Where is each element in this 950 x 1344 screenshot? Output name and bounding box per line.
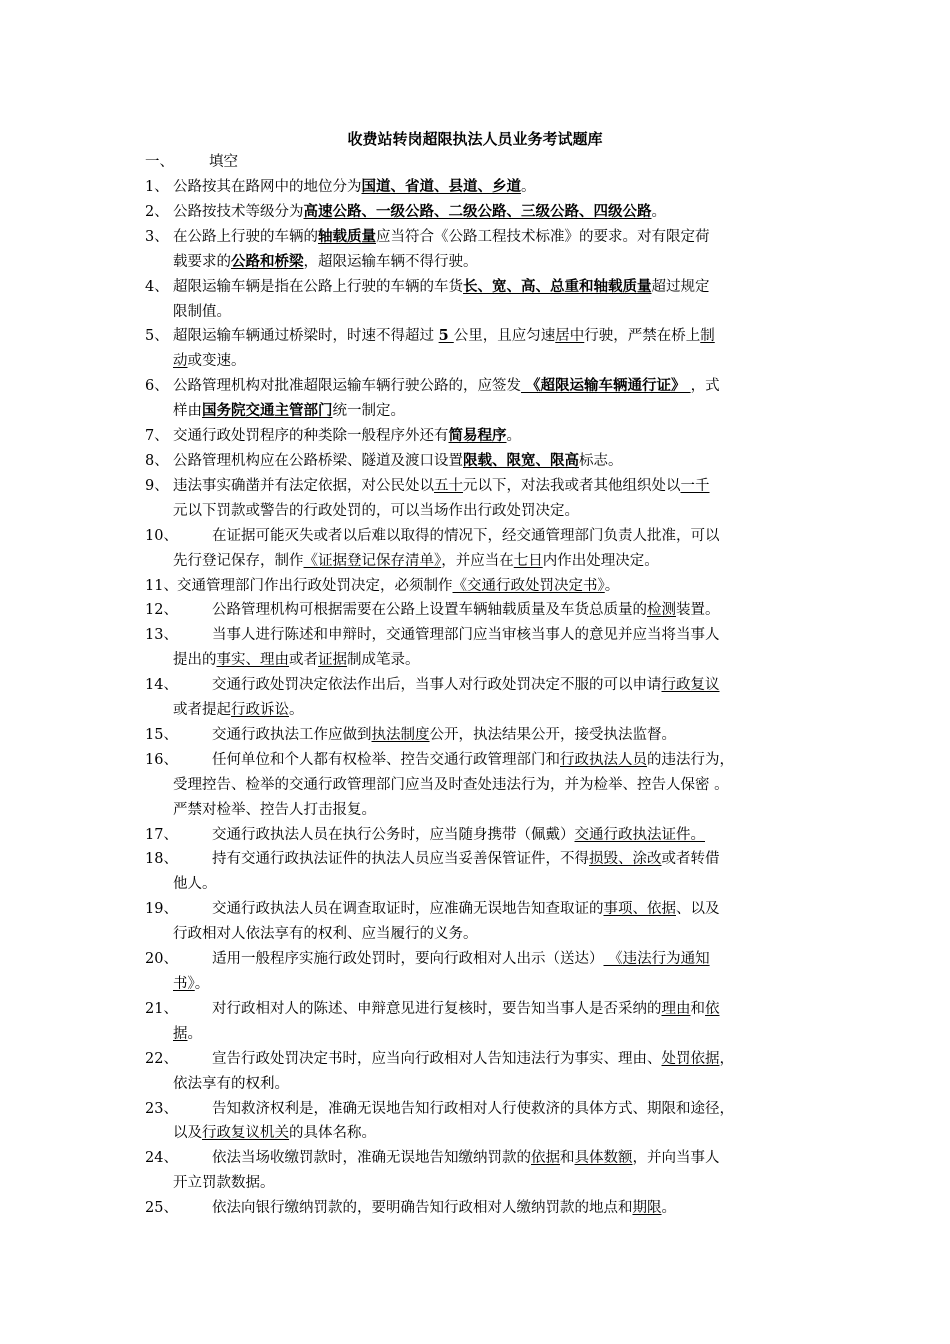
question-line bbox=[145, 1047, 810, 1072]
question-line bbox=[145, 947, 810, 972]
question-item bbox=[145, 324, 810, 374]
question-text: 违法事实确凿并有法定依据，对公民处以 bbox=[173, 477, 434, 494]
answer-blank: 国道、省道、县道、乡道 bbox=[361, 178, 521, 195]
question-text: 开立罚款数据。 bbox=[173, 1175, 275, 1192]
answer-blank: 国务院交通主管部门 bbox=[202, 402, 333, 420]
question-number: 20、 bbox=[145, 951, 178, 968]
answer-blank: 事实、理由 bbox=[216, 652, 289, 669]
question-number: 13、 bbox=[145, 627, 178, 644]
question-text: 交通行政执法人员在调查取证时，应准确无误地告知查取证的 bbox=[212, 901, 604, 918]
question-text: 装置。 bbox=[676, 602, 720, 619]
question-text: 受理控告、检举的交通行政管理部门应当及时查处违法行为，并为检举、控告人保密 。 bbox=[173, 776, 729, 793]
question-number: 16、 bbox=[145, 751, 178, 768]
question-number: 25、 bbox=[145, 1200, 178, 1217]
question-text: 公开，执法结果公开，接受执法监督。 bbox=[429, 726, 676, 743]
question-number: 4、 bbox=[145, 278, 169, 295]
question-text: 任何单位和个人都有权检举、控告交通行政管理部门和 bbox=[212, 751, 560, 768]
question-text: 依法向银行缴纳罚款的，要明确告知行政相对人缴纳罚款的地点和 bbox=[212, 1200, 633, 1217]
answer-blank: 《超限运输车辆通行证》 bbox=[521, 377, 691, 395]
question-number: 2、 bbox=[145, 203, 169, 220]
answer-blank: 《交通行政处罚决定书》 bbox=[452, 577, 605, 594]
question-line bbox=[145, 324, 810, 349]
answer-blank: 简易程序 bbox=[448, 427, 507, 445]
question-text: 先行登记保存，制作 bbox=[173, 552, 304, 569]
question-line bbox=[145, 1196, 810, 1221]
question-line bbox=[145, 175, 810, 200]
question-line bbox=[145, 598, 810, 623]
answer-blank: 期限 bbox=[632, 1200, 662, 1217]
question-text: 载要求的 bbox=[173, 253, 231, 270]
answer-blank: 事项、依据 bbox=[603, 901, 676, 918]
question-item bbox=[145, 947, 810, 997]
question-text: 。 bbox=[194, 976, 210, 992]
answer-blank: 书》 bbox=[173, 976, 195, 992]
question-text: 。 bbox=[187, 1025, 202, 1042]
question-text: 限制值。 bbox=[173, 303, 231, 320]
question-item bbox=[145, 823, 810, 848]
question-text: 应当符合《公路工程技术标准》的要求。对有限定荷 bbox=[376, 228, 710, 245]
question-line bbox=[145, 200, 810, 225]
question-text: 超过规定 bbox=[651, 278, 710, 295]
question-text: 持有交通行政执法证件的执法人员应当妥善保管证件，不得 bbox=[212, 851, 589, 868]
question-line bbox=[145, 623, 810, 648]
question-item bbox=[145, 1146, 810, 1196]
answer-blank: 限载、限宽、限高 bbox=[463, 451, 579, 469]
question-number: 12、 bbox=[145, 602, 178, 619]
question-line-continued bbox=[145, 698, 810, 723]
question-text: 样由 bbox=[173, 403, 202, 420]
answer-blank: 执法制度 bbox=[371, 726, 430, 743]
question-line-continued bbox=[145, 972, 810, 997]
question-item bbox=[145, 524, 810, 574]
answer-blank: 一千 bbox=[680, 477, 710, 494]
question-text: 适用一般程序实施行政处罚时，要向行政相对人出示（送达） bbox=[212, 951, 604, 968]
question-text: 严禁对检举、控告人打击报复。 bbox=[173, 801, 376, 818]
question-line-continued bbox=[145, 549, 810, 574]
answer-blank: 处罚依据 bbox=[661, 1050, 720, 1067]
question-text: 交通行政执法工作应做到 bbox=[212, 726, 372, 743]
answer-blank: 交通行政执法证件。 bbox=[574, 826, 705, 843]
question-text: 告知救济权利是，准确无误地告知行政相对人行使救济的具体方式、期限和途径， bbox=[212, 1100, 734, 1117]
question-text: 的具体名称。 bbox=[289, 1125, 376, 1142]
question-item bbox=[145, 723, 810, 748]
section-heading bbox=[145, 151, 238, 173]
question-text: 公里，且应匀速 bbox=[453, 328, 556, 345]
question-text: 内作出处理决定。 bbox=[542, 552, 659, 569]
question-text: 在证据可能灭失或者以后难以取得的情况下，经交通管理部门负责人批准，可以 bbox=[212, 527, 720, 544]
section-label: 填空 bbox=[209, 154, 238, 170]
question-line-continued bbox=[145, 250, 810, 275]
question-list bbox=[145, 175, 810, 1221]
question-line-continued bbox=[145, 1022, 810, 1047]
question-item bbox=[145, 1196, 810, 1221]
question-number: 23、 bbox=[145, 1100, 178, 1117]
question-line-continued bbox=[145, 1171, 810, 1196]
question-text: 。 bbox=[521, 179, 536, 195]
answer-blank: 依据 bbox=[531, 1150, 560, 1167]
answer-blank: 公路和桥梁 bbox=[231, 252, 304, 270]
question-line bbox=[145, 997, 810, 1022]
question-line bbox=[145, 474, 810, 499]
answer-blank: 理由 bbox=[661, 1000, 691, 1017]
question-line bbox=[145, 723, 810, 748]
question-item bbox=[145, 673, 810, 723]
question-number: 21、 bbox=[145, 1000, 178, 1017]
question-item bbox=[145, 225, 810, 275]
answer-blank: 《违法行为通知 bbox=[603, 951, 710, 968]
question-item bbox=[145, 374, 810, 424]
question-text: 。 bbox=[289, 702, 304, 719]
question-line-continued bbox=[145, 648, 810, 673]
question-text: 元以下，对法我或者其他组织处以 bbox=[463, 477, 681, 494]
question-line-continued bbox=[145, 1072, 810, 1097]
question-item bbox=[145, 474, 810, 524]
question-item bbox=[145, 897, 810, 947]
question-line bbox=[145, 673, 810, 698]
question-number: 9、 bbox=[145, 477, 169, 494]
question-number: 17、 bbox=[145, 826, 178, 843]
question-text: 对行政相对人的陈述、申辩意见进行复核时，要告知当事人是否采纳的 bbox=[212, 1000, 662, 1017]
question-text: 行政相对人依法享有的权利、应当履行的义务。 bbox=[173, 926, 478, 943]
question-line bbox=[145, 1097, 810, 1122]
question-text: 。 bbox=[506, 428, 521, 445]
question-line bbox=[145, 374, 810, 399]
question-text: 当事人进行陈述和申辩时，交通管理部门应当审核当事人的意见并应当将当事人 bbox=[212, 627, 720, 644]
question-line bbox=[145, 524, 810, 549]
question-text: 的违法行为， bbox=[647, 751, 734, 768]
question-text: ，并向当事人 bbox=[632, 1150, 720, 1167]
answer-blank: 五十 bbox=[434, 477, 463, 494]
answer-blank: 据 bbox=[173, 1025, 188, 1042]
question-text: 公路按技术等级分为 bbox=[173, 203, 304, 220]
question-item bbox=[145, 449, 810, 474]
question-line bbox=[145, 897, 810, 922]
question-number: 18、 bbox=[145, 851, 178, 868]
answer-blank: 行政执法人员 bbox=[560, 751, 647, 768]
question-text: ，并应当在 bbox=[441, 552, 514, 569]
question-number: 7、 bbox=[145, 428, 169, 445]
question-item bbox=[145, 574, 810, 599]
question-line-continued bbox=[145, 798, 810, 823]
question-text: 行驶，严禁在桥上 bbox=[584, 328, 701, 345]
question-number: 5、 bbox=[145, 328, 169, 345]
question-text: 在公路上行驶的车辆的 bbox=[173, 228, 318, 245]
question-text: 制成笔录。 bbox=[347, 652, 420, 669]
question-text: 。 bbox=[661, 1200, 676, 1217]
question-text: 标志。 bbox=[579, 452, 623, 469]
question-item bbox=[145, 997, 810, 1047]
question-item bbox=[145, 598, 810, 623]
question-line bbox=[145, 424, 810, 449]
question-line-continued bbox=[145, 499, 810, 524]
answer-blank: 动 bbox=[173, 353, 188, 370]
question-text: 或者 bbox=[289, 652, 318, 669]
question-line-continued bbox=[145, 399, 810, 424]
answer-blank: 证据 bbox=[318, 652, 347, 669]
question-number: 22、 bbox=[145, 1050, 178, 1067]
answer-blank: 具体数额 bbox=[574, 1150, 633, 1167]
question-text: 和 bbox=[560, 1150, 575, 1167]
question-text: ， bbox=[719, 1050, 734, 1067]
answer-blank: 检测 bbox=[647, 602, 676, 619]
question-text: 公路管理机构对批准超限运输车辆行驶公路的，应签发 bbox=[173, 378, 521, 395]
question-line-continued bbox=[145, 922, 810, 947]
question-text: 或变速。 bbox=[187, 353, 246, 370]
question-line bbox=[145, 823, 810, 848]
answer-blank: 损毁、涂改 bbox=[589, 851, 662, 868]
question-number: 1、 bbox=[145, 179, 169, 195]
question-number: 19、 bbox=[145, 901, 178, 918]
question-number: 10、 bbox=[145, 527, 178, 544]
question-item bbox=[145, 200, 810, 225]
question-text: 交通行政处罚程序的种类除一般程序外还有 bbox=[173, 428, 449, 445]
question-text: 。 bbox=[651, 203, 666, 220]
question-number: 15、 bbox=[145, 726, 178, 743]
question-item bbox=[145, 175, 810, 200]
question-text: ，式 bbox=[690, 378, 720, 395]
answer-blank: 七日 bbox=[513, 552, 543, 569]
question-text: 依法享有的权利。 bbox=[173, 1075, 289, 1092]
question-line bbox=[145, 847, 810, 872]
question-number: 6、 bbox=[145, 378, 169, 395]
question-text: 超限运输车辆通过桥梁时，时速不得超过 bbox=[173, 328, 439, 345]
answer-blank: 轴载质量 bbox=[318, 227, 376, 245]
question-text: 或者转借 bbox=[661, 851, 720, 868]
question-item bbox=[145, 748, 810, 823]
question-line bbox=[145, 275, 810, 300]
document-title: 收费站转岗超限执法人员业务考试题库 bbox=[347, 130, 603, 148]
question-text: 交通行政执法人员在执行公务时，应当随身携带（佩戴） bbox=[212, 826, 575, 843]
question-item bbox=[145, 424, 810, 449]
question-line-continued bbox=[145, 773, 810, 798]
answer-blank: 居中 bbox=[555, 328, 585, 345]
question-item bbox=[145, 1047, 810, 1097]
question-text: ，超限运输车辆不得行驶。 bbox=[303, 253, 478, 270]
answer-blank: 《证据登记保存清单》 bbox=[303, 552, 442, 569]
question-number: 14、 bbox=[145, 677, 178, 694]
question-text: 以及 bbox=[173, 1125, 202, 1142]
answer-blank: 长、宽、高、总重和轴载质量 bbox=[463, 277, 652, 295]
question-text: 公路管理机构可根据需要在公路上设置车辆轴载质量及车货总质量的 bbox=[212, 602, 647, 619]
question-number: 8、 bbox=[145, 452, 169, 469]
question-item bbox=[145, 275, 810, 325]
question-line bbox=[145, 574, 810, 599]
question-line bbox=[145, 225, 810, 250]
question-text: 。 bbox=[604, 577, 620, 594]
answer-blank: 行政诉讼 bbox=[231, 702, 289, 719]
question-line bbox=[145, 449, 810, 474]
question-item bbox=[145, 623, 810, 673]
answer-blank: 制 bbox=[700, 328, 715, 345]
answer-blank: 高速公路、一级公路、二级公路、三级公路、四级公路 bbox=[303, 202, 652, 220]
question-text: 交通管理部门作出行政处罚决定，必须制作 bbox=[177, 577, 453, 594]
question-text: 、以及 bbox=[676, 901, 720, 918]
question-text: 公路管理机构应在公路桥梁、隧道及渡口设置 bbox=[173, 452, 463, 469]
question-number: 3、 bbox=[145, 228, 169, 245]
question-text: 交通行政处罚决定依法作出后，当事人对行政处罚决定不服的可以申请 bbox=[212, 677, 662, 694]
question-text: 提出的 bbox=[173, 652, 217, 669]
question-line-continued bbox=[145, 300, 810, 325]
question-line-continued bbox=[145, 872, 810, 897]
question-text: 和 bbox=[690, 1000, 705, 1017]
question-item bbox=[145, 847, 810, 897]
question-text: 宣告行政处罚决定书时，应当向行政相对人告知违法行为事实、理由、 bbox=[212, 1050, 662, 1067]
answer-blank: 行政复议机关 bbox=[202, 1125, 289, 1142]
question-number: 24、 bbox=[145, 1150, 178, 1167]
question-line-continued bbox=[145, 1121, 810, 1146]
question-line bbox=[145, 1146, 810, 1171]
question-text: 公路按其在路网中的地位分为 bbox=[173, 179, 362, 195]
answer-blank: 依 bbox=[705, 1000, 720, 1017]
question-line bbox=[145, 748, 810, 773]
question-line-continued bbox=[145, 349, 810, 374]
question-item bbox=[145, 1097, 810, 1147]
question-text: 依法当场收缴罚款时，准确无误地告知缴纳罚款的 bbox=[212, 1150, 531, 1167]
answer-blank: 5 bbox=[438, 327, 454, 345]
question-text: 统一制定。 bbox=[332, 403, 405, 420]
question-text: 超限运输车辆是指在公路上行驶的车辆的车货 bbox=[173, 278, 463, 295]
question-text: 元以下罚款或警告的行政处罚的，可以当场作出行政处罚决定。 bbox=[173, 502, 579, 519]
question-number: 11、 bbox=[145, 577, 178, 594]
answer-blank: 行政复议 bbox=[661, 677, 720, 694]
question-text: 或者提起 bbox=[173, 702, 231, 719]
section-number: 一、 bbox=[145, 154, 174, 170]
question-text: 他人。 bbox=[173, 876, 217, 893]
